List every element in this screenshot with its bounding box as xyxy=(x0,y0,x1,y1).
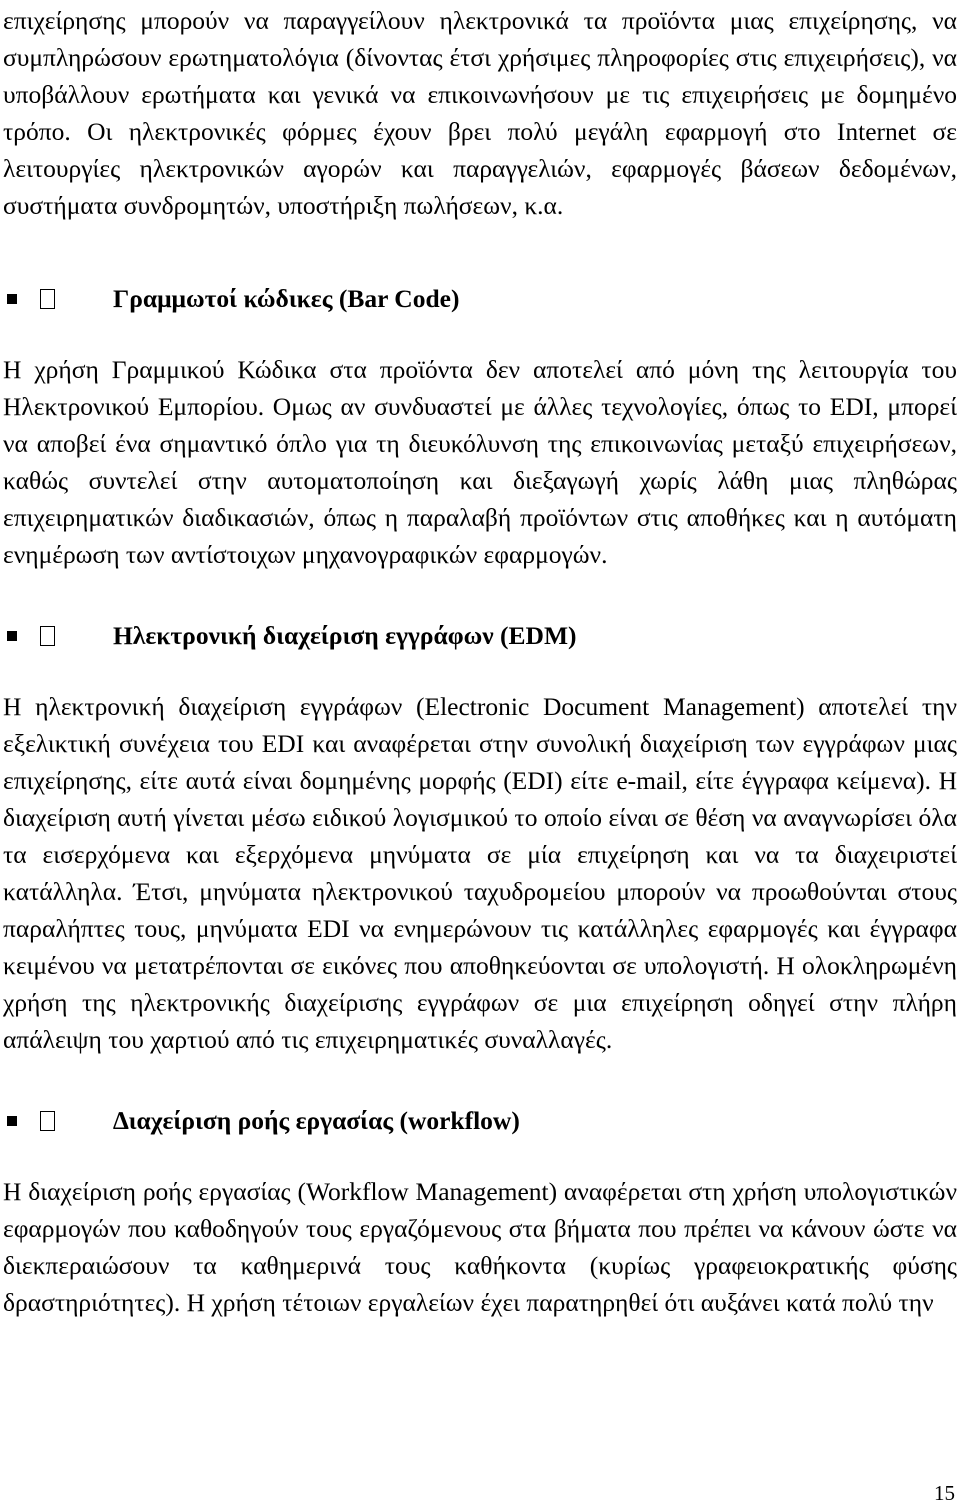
paragraph-electronic-forms: επιχείρησης μπορούν να παραγγείλουν ηλεκτρονικά τα προϊόντα μιας επιχείρησης, να συμπληρώσουν ερωτηματολόγια (δίνοντας έτσι χρήσιμες πληροφορίες στις επιχειρήσεις), να υποβάλλουν ερωτήματα και γενικά να επικοινωνήσουν με τις επιχειρήσεις με δομημένο τρόπο. Οι ηλεκτρονικές φόρμες έχουν βρει πολύ μεγάλη εφαρμογή στο Internet σε λειτουργίες ηλεκτρονικών αγορών και παραγγελιών, εφαρμογές βάσεων δεδομένων, συστήματα συνδρομητών, υποστήριξη πωλήσεων, κ.α. xyxy=(3,6,957,220)
section-heading-text: Γραμμωτοί κώδικες (Bar Code) xyxy=(113,284,460,313)
section-heading-workflow xyxy=(3,1102,957,1139)
section-heading-edm xyxy=(3,617,957,654)
section-heading-bar-code xyxy=(3,280,957,317)
document-page xyxy=(3,0,957,1321)
paragraph-edm: Η ηλεκτρονική διαχείριση εγγράφων (Electronic Document Management) αποτελεί την εξελικτική συνέχεια του EDI και αναφέρεται στην συνολική διαχείριση των εγγράφων μιας επιχείρησης, είτε αυτά είναι δομημένης μορφής (EDI) είτε e-mail, είτε έγγραφα κείμενα). Η διαχείριση αυτή γίνεται μέσω ειδικού λογισμικού το οποίο είναι σε θέση να αναγνωρίσει όλα τα εισερχόμενα και εξερχόμενα μηνύματα σε μία επιχείρηση και να τα διαχειριστεί κατάλληλα. Έτσι, μηνύματα ηλεκτρονικού ταχυδρομείου μπορούν να προωθούνται στους παραλήπτες τους, μηνύματα EDI να ενημερώνουν τις κατάλληλες εφαρμογές και έγγραφα κειμένου να μετατρέπονται σε εικόνες που αποθηκεύονται σε υπολογιστή. Η ολοκληρωμένη χρήση της ηλεκτρονικής διαχείρισης εγγράφων σε μια επιχείρηση οδηγεί στην πλήρη απάλειψη του χαρτιού από τις επιχειρηματικές συναλλαγές. xyxy=(3,692,957,1054)
square-bullet-icon xyxy=(7,631,17,641)
square-bullet-icon xyxy=(7,294,17,304)
section-heading-text: ∆ιαχείριση ροής εργασίας (workflow) xyxy=(113,1106,520,1135)
paragraph-bar-code: Η χρήση Γραμμικού Κώδικα στα προϊόντα δεν αποτελεί από μόνη της λειτουργία του Ηλεκτρονικού Εμπορίου. Ομως αν συνδυαστεί με άλλες τεχνολογίες, όπως το EDI, μπορεί να αποβεί ένα σημαντικό όπλο για τη διευκόλυνση της επικοινωνίας μεταξύ επιχειρήσεων, καθώς συντελεί στην αυτοματοποίηση και διεξαγωγή χωρίς λάθη μιας πληθώρας επιχειρηματικών διαδικασιών, όπως η παραλαβή προϊόντων στις αποθήκες και η αυτόματη ενημέρωση των αντίστοιχων μηχανογραφικών εφαρμογών. xyxy=(3,355,957,569)
page-number: 15 xyxy=(934,1481,955,1505)
paragraph-workflow: Η διαχείριση ροής εργασίας (Workflow Management) αναφέρεται στη χρήση υπολογιστικών εφαρμογών που καθοδηγούν τους εργαζόμενους στα βήματα που πρέπει να κάνουν ώστε να διεκπεραιώσουν τα καθημερινά τους καθήκοντα (κυρίως γραφειοκρατικής φύσης δραστηριότητες). Η χρήση τέτοιων εργαλείων έχει παρατηρηθεί ότι αυξάνει κατά πολύ την xyxy=(3,1177,957,1317)
missing-glyph-box-icon xyxy=(40,1111,55,1131)
missing-glyph-box-icon xyxy=(40,626,55,646)
missing-glyph-box-icon xyxy=(40,289,55,309)
section-heading-text: Ηλεκτρονική διαχείριση εγγράφων (EDM) xyxy=(113,621,577,650)
square-bullet-icon xyxy=(7,1116,17,1126)
